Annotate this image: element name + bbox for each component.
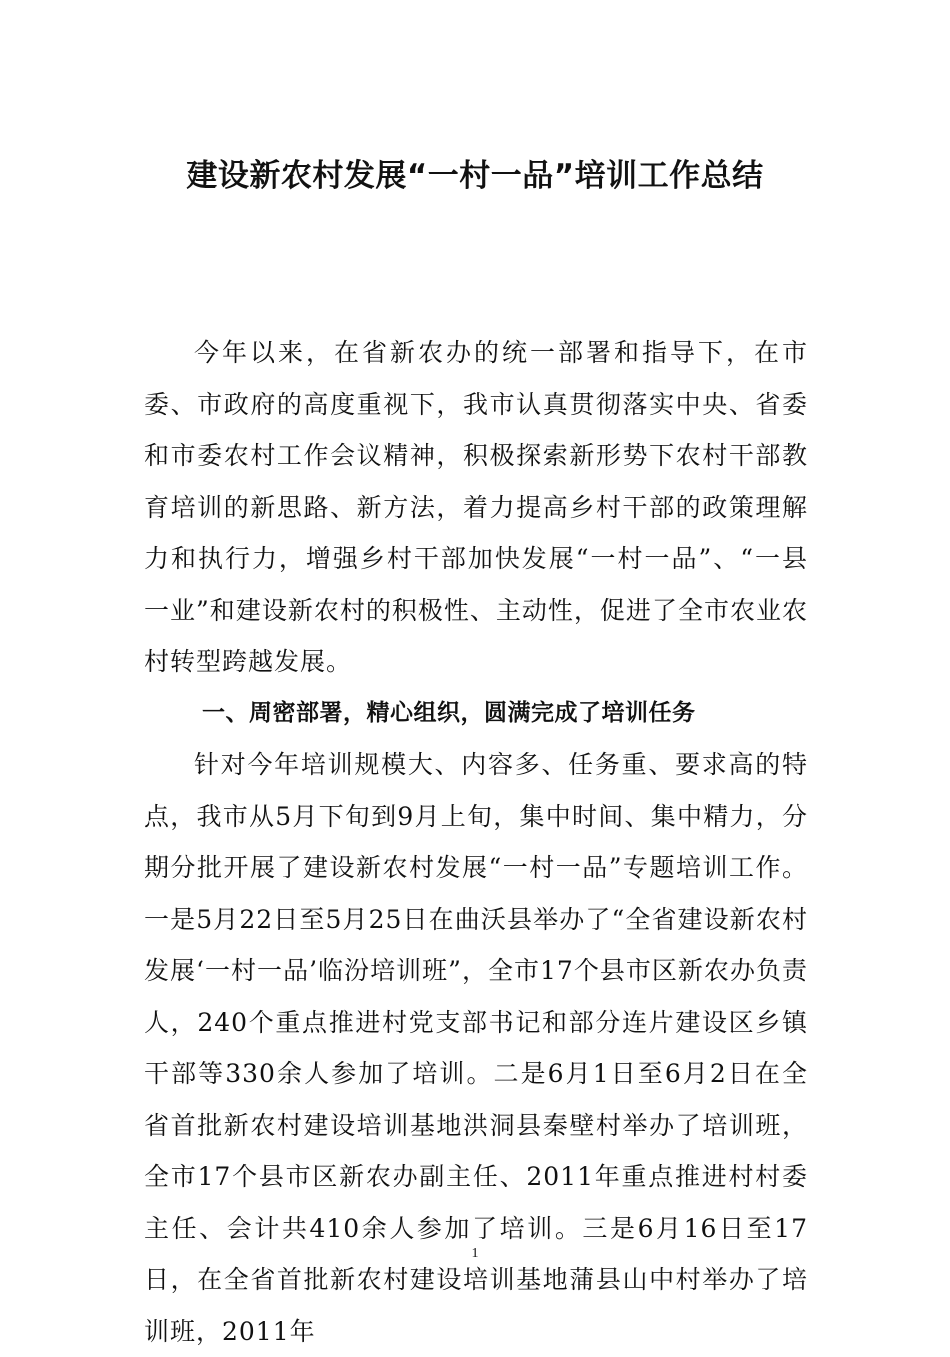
- section-1-paragraph: 针对今年培训规模大、内容多、任务重、要求高的特点，我市从5月下旬到9月上旬，集中时间、集中精力，分期分批开展了建设新农村发展“一村一品”专题培训工作。一是5月22日至5月25日在曲沃县举办了“全省建设新农村发展‘一村一品’临汾培训班”，全市17个县市区新农办负责人，240个重点推进村党支部书记和部分连片建设区乡镇干部等330余人参加了培训。二是6月1日至6月2日在全省首批新农村建设培训基地洪洞县秦壁村举办了培训班，全市17个县市区新农办副主任、2011年重点推进村村委主任、会计共410余人参加了培训。三是6月16日至17日，在全省首批新农村建设培训基地蒲县山中村举办了培训班，2011年: [144, 750, 808, 1346]
- page-number: 1: [471, 1246, 479, 1261]
- intro-paragraph: 今年以来，在省新农办的统一部署和指导下，在市委、市政府的高度重视下，我市认真贯彻落实中央、省委和市委农村工作会议精神，积极探索新形势下农村干部教育培训的新思路、新方法，着力提高乡村干部的政策理解力和执行力，增强乡村干部加快发展“一村一品”、“一县一业”和建设新农村的积极性、主动性，促进了全市农业农村转型跨越发展。: [144, 338, 808, 676]
- document-title: 建设新农村发展“一村一品”培训工作总结: [186, 158, 764, 194]
- document-body: [144, 327, 808, 1357]
- section-heading-1: 一、周密部署，精心组织，圆满完成了培训任务: [202, 699, 696, 726]
